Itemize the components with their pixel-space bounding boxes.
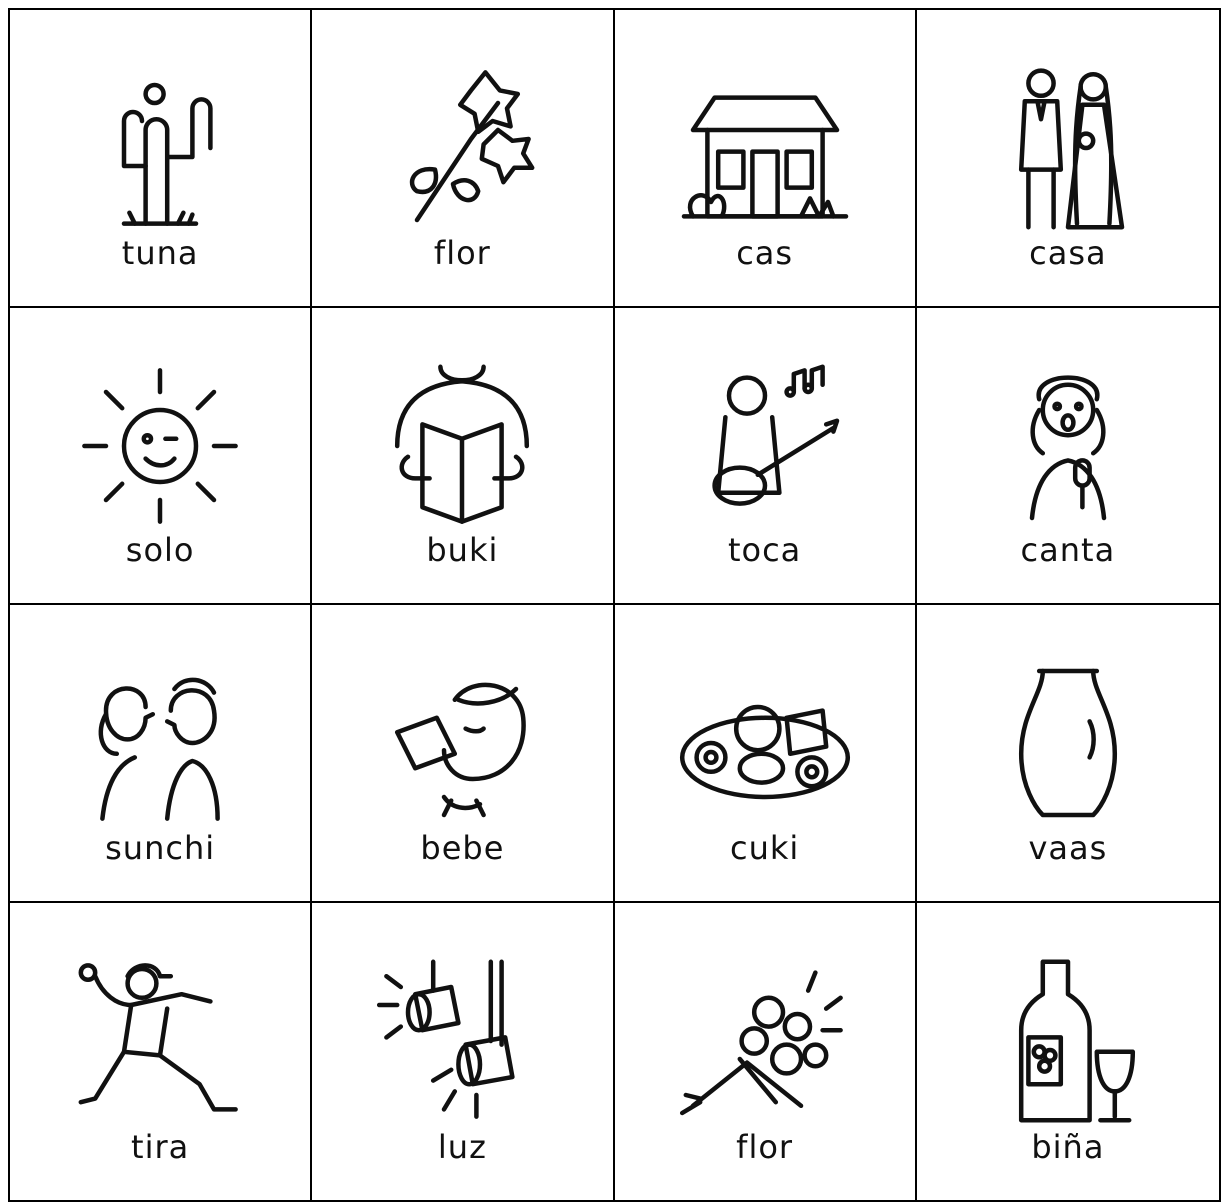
card-word: canta [1020,531,1116,569]
card-vaas [917,605,1219,903]
book-reader-icon [372,356,552,536]
card-word: solo [125,531,195,569]
wedding-couple-icon [978,58,1158,238]
card-word: luz [437,1128,487,1166]
card-tuna [10,10,312,308]
card-toca [615,308,917,606]
card-word: biña [1031,1128,1105,1166]
card-bebe [312,605,614,903]
child-drinking-icon [372,653,552,833]
guitar-player-icon [675,356,855,536]
card-luz [312,903,614,1201]
card-sunchi [10,605,312,903]
card-flor [312,10,614,308]
card-word: flor [736,1128,794,1166]
card-word: bebe [420,828,505,867]
wine-bottle-icon [978,951,1158,1131]
cookies-plate-icon [675,653,855,833]
card-word: tira [131,1128,190,1166]
sun-icon [70,356,250,536]
card-word: cuki [729,828,800,867]
card-word: cas [736,233,794,272]
card-word: vaas [1028,828,1108,867]
card-word: toca [727,531,802,569]
card-casa [917,10,1219,308]
vase-icon [978,653,1158,833]
card-word: casa [1029,233,1107,272]
card-word: sunchi [105,828,216,867]
card-word: tuna [121,233,199,272]
card-canta [917,308,1219,606]
vocabulary-card-grid [8,8,1221,1202]
baseball-pitcher-icon [70,951,250,1131]
flower-icon [372,58,552,238]
card-buki [312,308,614,606]
cactus-icon [70,58,250,238]
card-word: flor [433,233,491,272]
house-icon [675,58,855,238]
flower-bouquet-icon [675,951,855,1131]
card-bina [917,903,1219,1201]
singer-icon [978,356,1158,536]
card-flor-bouquet [615,903,917,1201]
card-word: buki [426,531,499,569]
card-solo [10,308,312,606]
card-cuki [615,605,917,903]
kissing-couple-icon [70,653,250,833]
card-tira [10,903,312,1201]
card-cas [615,10,917,308]
spotlights-icon [372,951,552,1131]
